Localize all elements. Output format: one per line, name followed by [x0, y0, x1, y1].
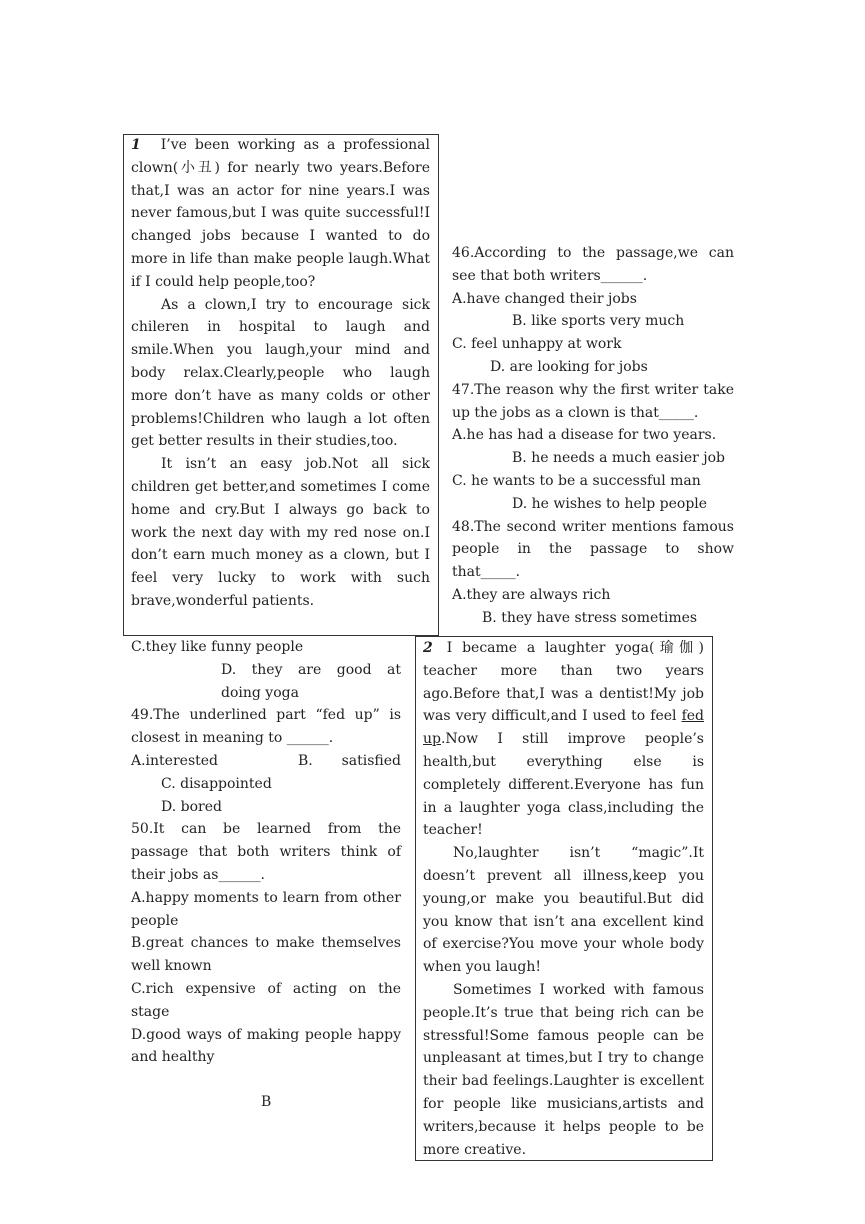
question-48-option-a: A.they are always rich [452, 586, 611, 603]
question-50-option-b: B.great chances to make themselves well known [131, 935, 401, 975]
passage-2-paragraph-2: No,laughter isn’t “magic”.It doesn’t prevent all illness,keep you young,or make you beautiful.But did you know that isn’t ana excellent kind of exercise?You move your whole body when you laugh! [423, 845, 704, 976]
question-47 [452, 379, 734, 516]
questions-48-50-continued [131, 636, 401, 1069]
question-50 [131, 818, 401, 1069]
question-49-stem: 49.The underlined part “fed up” is closest in meaning to ______. [131, 707, 401, 747]
question-48-option-b: B. they have stress sometimes [482, 609, 698, 626]
question-49-option-c: C. disappointed [161, 775, 272, 792]
passage-1-paragraph-1: 1 I’ve been working as a professional clown(小丑) for nearly two years.Before that,I was an actor for nine years.I was never famous,but I was quite successful!I changed jobs because I wanted to do more in life than make people laugh.What if I could help people,too? [131, 137, 430, 290]
question-46-stem: 46.According to the passage,we can see that both writers______. [452, 245, 734, 284]
question-46-option-c: C. feel unhappy at work [452, 336, 622, 353]
question-50-option-c: C.rich expensive of acting on the stage [131, 980, 401, 1020]
question-48-option-c: C.they like funny people [131, 639, 304, 655]
question-46-option-d: D. are looking for jobs [490, 358, 648, 375]
question-48 [452, 516, 734, 630]
passage-1 [131, 134, 430, 613]
passage-1-paragraph-3: It isn’t an easy job.Not all sick children get better,and sometimes I come home and cry.But I always go back to work the next day with my red nose on.I don’t earn much money as a clown, but I feel very lucky to work with such brave,wonderful patients. [131, 456, 430, 609]
question-49-option-d: D. bored [161, 798, 222, 815]
passage-2-paragraph-3: Sometimes I worked with famous people.It’s true that being rich can be stressful!Some famous people can be unpleasant at times,but I try to change their bad feelings.Laughter is excellent for people like musicians,artists and writers,because it helps people to be more creative. [423, 981, 704, 1158]
question-49-option-b: B. satisfied [298, 752, 401, 769]
question-46 [452, 242, 734, 379]
question-48-stem: 48.The second writer mentions famous people in the passage to show that_____. [452, 518, 734, 581]
question-47-option-b: B. he needs a much easier job [512, 450, 725, 467]
question-47-stem: 47.The reason why the first writer take up the jobs as a clown is that_____. [452, 381, 734, 421]
questions-46-48 [452, 242, 734, 630]
passage-2-paragraph-1: 2 I became a laughter yoga(瑜伽) teacher more than two years ago.Before that,I was a dentist!My job was very difficult,and I used to feel fed up.Now I still improve people’s health,but everything else is completely different.Everyone has fun in a laughter yoga class,including the teacher! [423, 640, 704, 839]
question-50-option-a: A.happy moments to learn from other people [131, 889, 401, 929]
passage-1-paragraph-2: As a clown,I try to encourage sick chileren in hospital to laugh and smile.When you laugh,your mind and body relax.Clearly,people who laugh more don’t have as many colds or other problems!Children who laugh a lot often get better results in their studies,too. [131, 296, 430, 450]
question-47-option-c: C. he wants to be a successful man [452, 472, 701, 489]
question-47-option-a: A.he has had a disease for two years. [452, 427, 717, 444]
question-49-option-a: A.interested [131, 752, 219, 769]
question-50-option-d: D.good ways of making people happy and healthy [131, 1026, 401, 1066]
question-48-option-d: D. they are good at doing yoga [221, 661, 401, 701]
answer: B [261, 1094, 272, 1110]
underlined-fed-up: fed up [423, 708, 704, 748]
question-47-option-d: D. he wishes to help people [512, 495, 708, 512]
question-46-option-b: B. like sports very much [512, 313, 685, 330]
question-49 [131, 704, 401, 818]
passage-2 [423, 637, 704, 1161]
question-46-option-a: A.have changed their jobs [452, 290, 637, 307]
passage-2-number: 2 [423, 640, 433, 656]
question-50-stem: 50.It can be learned from the passage that both writers think of their jobs as______. [131, 821, 401, 883]
question-49-options-ab [131, 750, 401, 796]
passage-1-number: 1 [131, 137, 141, 153]
